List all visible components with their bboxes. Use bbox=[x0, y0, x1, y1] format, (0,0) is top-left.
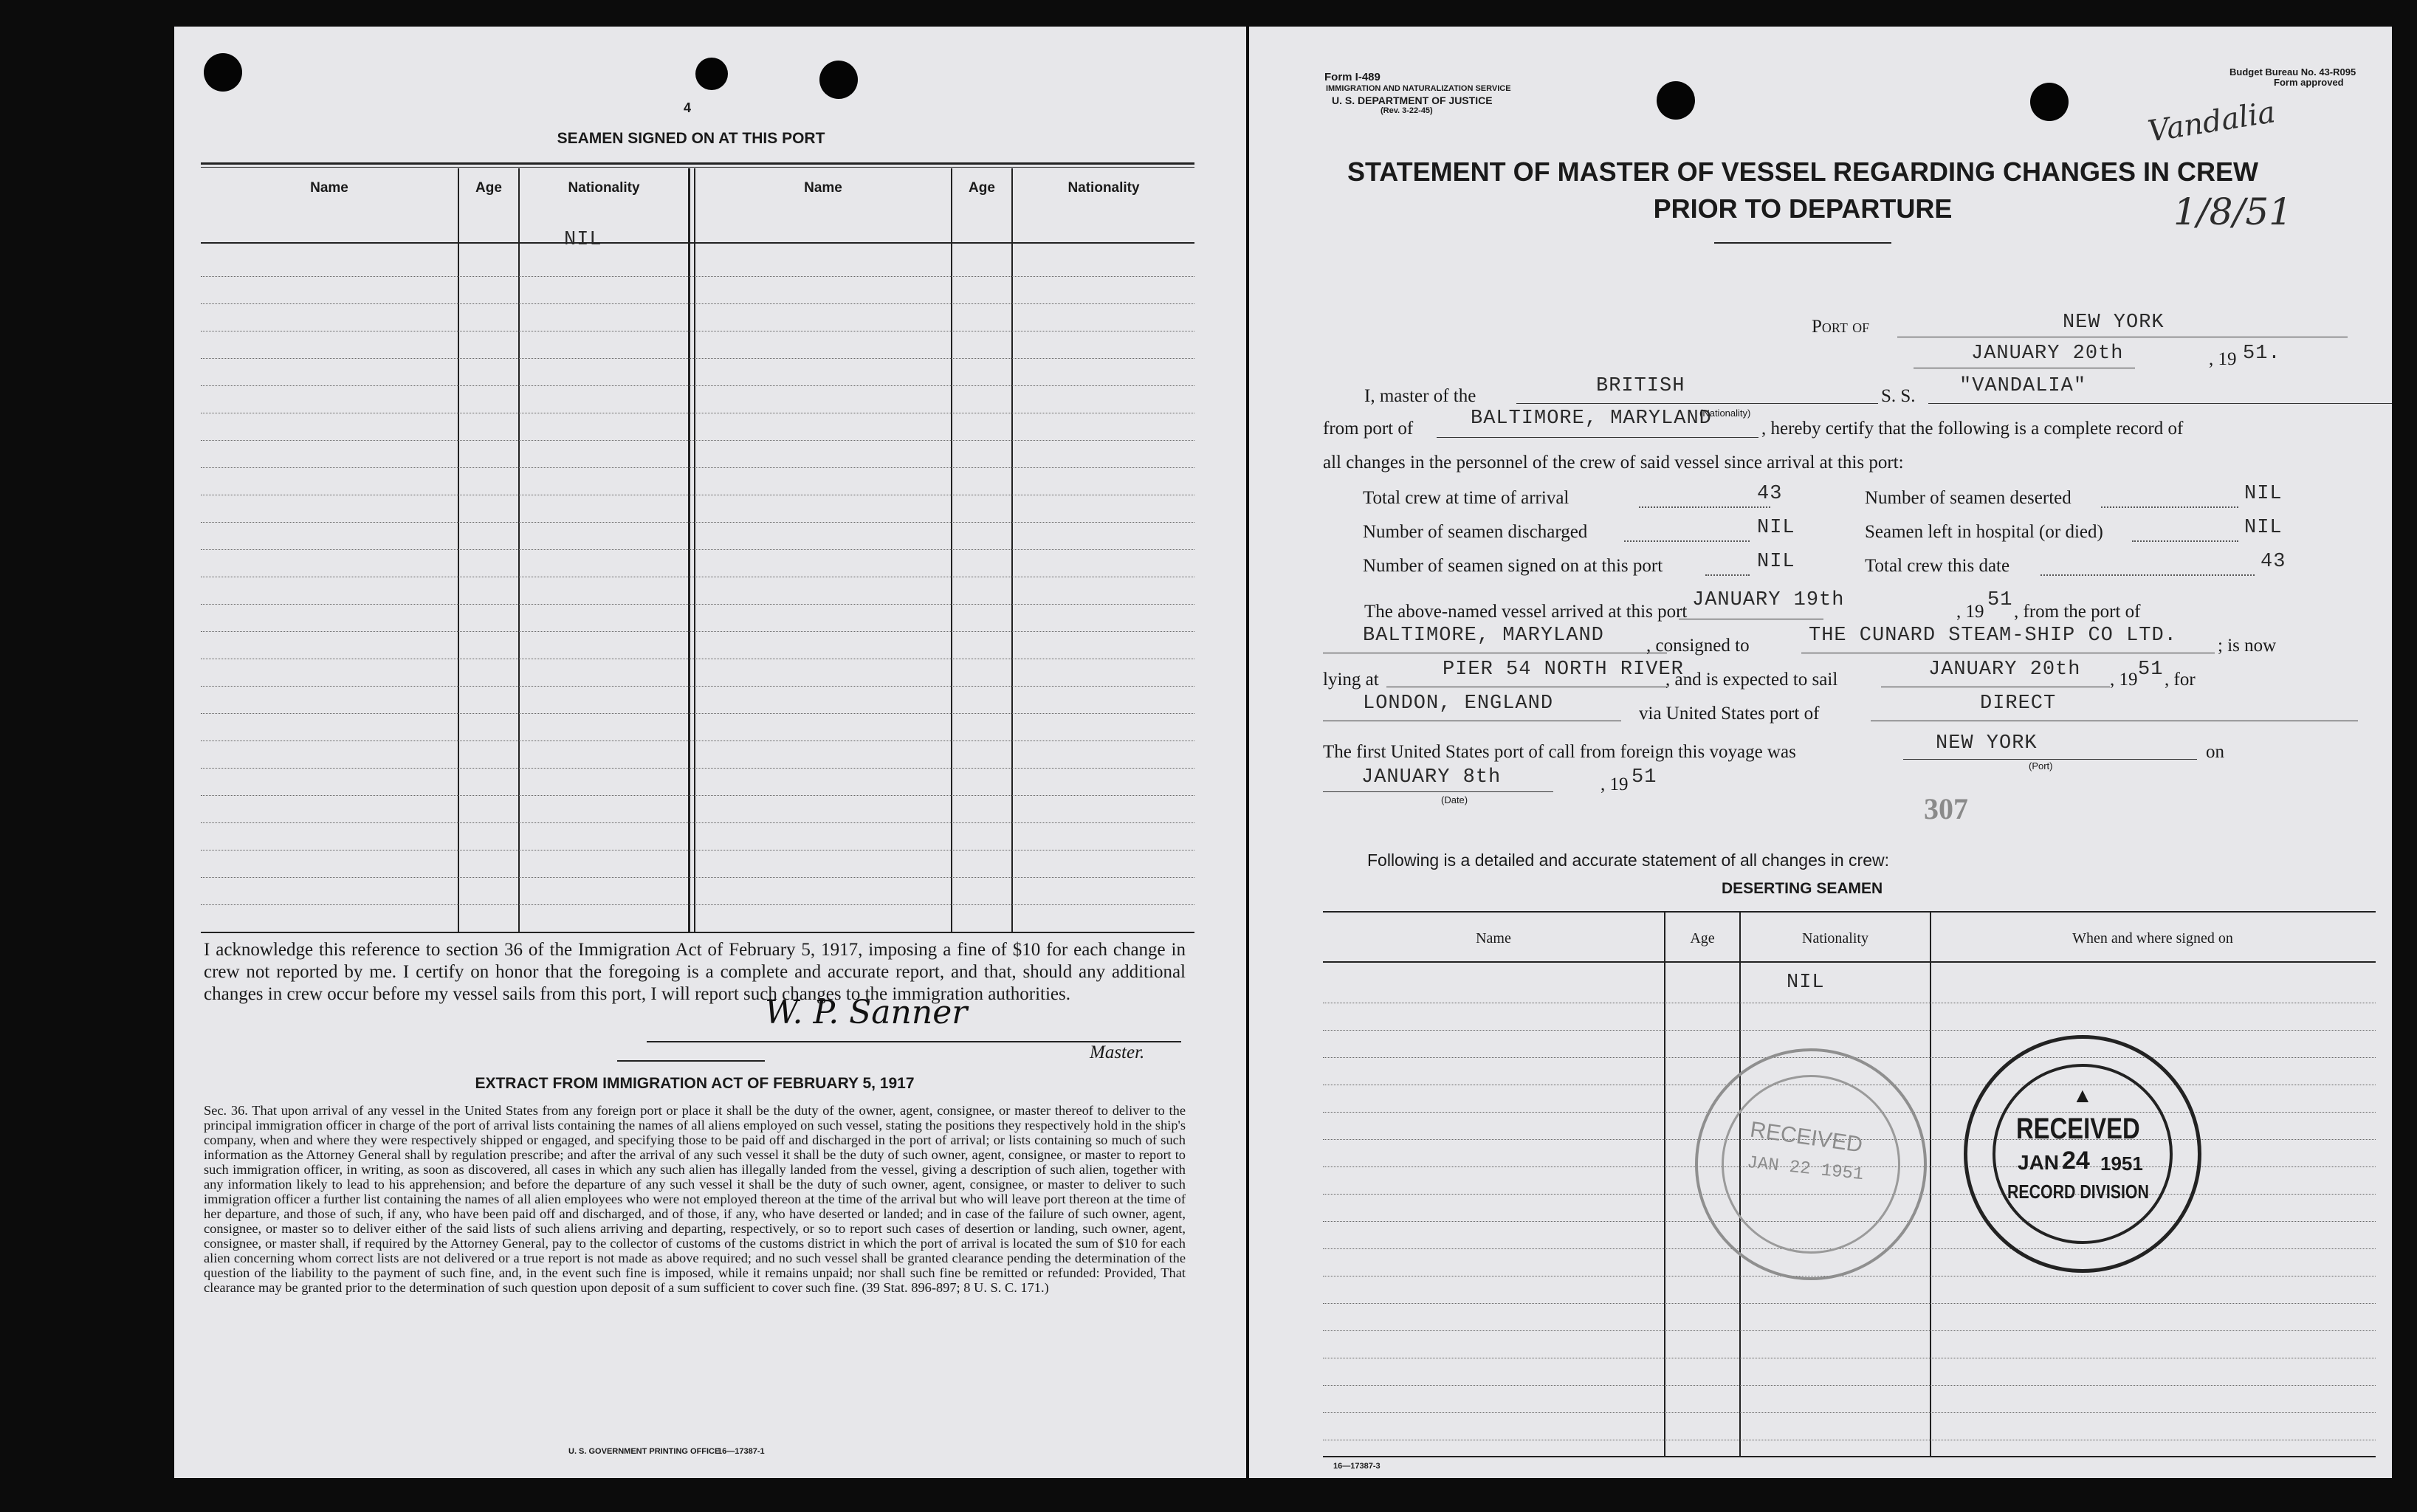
sail-date: JANUARY 20th bbox=[1928, 659, 2081, 681]
table-row bbox=[201, 768, 1194, 769]
deserting-title: DESERTING SEAMEN bbox=[1722, 880, 1883, 897]
master-label: Master. bbox=[1090, 1042, 1145, 1062]
port-of-value: NEW YORK bbox=[2063, 312, 2165, 334]
first-port-value: NEW YORK bbox=[1936, 732, 2038, 755]
for-label: , for bbox=[2165, 670, 2196, 690]
table-row bbox=[201, 631, 1194, 632]
table-row bbox=[1323, 1330, 2376, 1331]
signed-on-value: NIL bbox=[1757, 551, 1795, 573]
first-port-label: The first United States port of call from foreign this voyage was bbox=[1323, 742, 1796, 762]
column-header-name: Name bbox=[1476, 930, 1511, 946]
hospital-label: Seamen left in hospital (or died) bbox=[1865, 522, 2103, 542]
printing-office: U. S. GOVERNMENT PRINTING OFFICE bbox=[568, 1447, 721, 1456]
sail-year-prefix: , 19 bbox=[2110, 670, 2138, 690]
punch-hole bbox=[819, 61, 858, 99]
form-title: STATEMENT OF MASTER OF VESSEL REGARDING CHANGES IN CREW bbox=[1347, 157, 2259, 187]
table-entry-nil: NIL bbox=[564, 229, 602, 251]
form-code: 16—17387-3 bbox=[1333, 1462, 1381, 1471]
consignee: THE CUNARD STEAM-SHIP CO LTD. bbox=[1809, 625, 2177, 647]
column-header-nationality: Nationality bbox=[1802, 930, 1868, 946]
from-port-value: BALTIMORE, MARYLAND bbox=[1471, 408, 1712, 430]
vessel-name: "VANDALIA" bbox=[1959, 375, 2087, 397]
arrived-date: JANUARY 19th bbox=[1692, 589, 1845, 611]
table-row bbox=[1323, 1030, 2376, 1031]
stamp-received-text: RECEIVED bbox=[2016, 1113, 2140, 1145]
first-port-year-prefix: , 19 bbox=[1601, 774, 1629, 794]
table-row bbox=[1323, 1303, 2376, 1304]
received-stamp bbox=[1964, 1035, 2201, 1273]
total-crew-date-label: Total crew this date bbox=[1865, 556, 2010, 576]
column-header-name: Name bbox=[804, 180, 842, 196]
arrived-year-prefix: , 19 bbox=[1956, 602, 1984, 622]
sail-year: 51 bbox=[2138, 659, 2164, 681]
deserted-value: NIL bbox=[2244, 483, 2283, 505]
table-row bbox=[201, 795, 1194, 796]
form-agency: IMMIGRATION AND NATURALIZATION SERVICE bbox=[1326, 84, 1511, 93]
form-revision: (Rev. 3-22-45) bbox=[1381, 106, 1433, 115]
table-row bbox=[201, 467, 1194, 468]
ss-label: S. S. bbox=[1881, 386, 1916, 406]
column-header-signed-on: When and where signed on bbox=[2072, 930, 2233, 946]
from-port-label: from port of bbox=[1323, 419, 1414, 439]
arrived-label: The above-named vessel arrived at this port bbox=[1364, 602, 1688, 622]
discharged-label: Number of seamen discharged bbox=[1363, 522, 1588, 542]
from-the-port-label: , from the port of bbox=[2014, 602, 2141, 622]
total-crew-arrival-label: Total crew at time of arrival bbox=[1363, 488, 1569, 508]
table-row bbox=[201, 522, 1194, 523]
table-row bbox=[201, 713, 1194, 714]
table-row bbox=[1323, 1385, 2376, 1386]
discharged-value: NIL bbox=[1757, 517, 1795, 539]
is-now-label: ; is now bbox=[2218, 636, 2277, 656]
certify-text-2: all changes in the personnel of the crew of said vessel since arrival at this port: bbox=[1323, 453, 1904, 472]
column-header-age: Age bbox=[475, 180, 502, 196]
table-row bbox=[201, 549, 1194, 550]
handwritten-vessel: Vandalia bbox=[2145, 95, 2278, 149]
date-day: JANUARY 20th bbox=[1971, 343, 2124, 365]
stamp-number: 307 bbox=[1924, 792, 1968, 825]
following-text: Following is a detailed and accurate statement of all changes in crew: bbox=[1367, 850, 1890, 870]
handwritten-date: 1/8/51 bbox=[2173, 190, 2292, 233]
table-row bbox=[201, 822, 1194, 823]
deserted-label: Number of seamen deserted bbox=[1865, 488, 2072, 508]
lying-at-value: PIER 54 NORTH RIVER bbox=[1443, 659, 1684, 681]
port-of-label: Port of bbox=[1812, 317, 1870, 337]
extract-title: EXTRACT FROM IMMIGRATION ACT OF FEBRUARY 5, 1917 bbox=[475, 1075, 915, 1092]
acknowledgment-text: I acknowledge this reference to section 36 of the Immigration Act of February 5, 1917, imposing a fine of $10 for each change in crew not reported by me. I certify on honor that the foregoing is a complete and accurate report, and that, should any additional changes in crew occur before my vessel sails from this port, I will report such changes to the immigration authorities. bbox=[204, 940, 1186, 1004]
table-row bbox=[201, 276, 1194, 277]
first-port-year: 51 bbox=[1632, 766, 1657, 788]
column-header-nationality: Nationality bbox=[568, 180, 640, 196]
hospital-value: NIL bbox=[2244, 517, 2283, 539]
form-number: Form I-489 bbox=[1324, 71, 1381, 83]
punch-hole bbox=[1657, 81, 1695, 120]
form-approved: Form approved bbox=[2274, 77, 2344, 88]
form-department: U. S. DEPARTMENT OF JUSTICE bbox=[1332, 94, 1493, 106]
stamp-date-month: JAN bbox=[2018, 1151, 2060, 1174]
table-row bbox=[201, 686, 1194, 687]
form-subtitle: PRIOR TO DEPARTURE bbox=[1653, 193, 1953, 224]
via-port: DIRECT bbox=[1980, 693, 2057, 715]
stamp-arrow: ▲ bbox=[2072, 1085, 2093, 1107]
date-year-prefix: , 19 bbox=[2209, 349, 2237, 369]
page-number: 4 bbox=[684, 100, 692, 115]
received-stamp bbox=[1695, 1048, 1927, 1280]
total-crew-arrival-value: 43 bbox=[1757, 483, 1783, 505]
budget-bureau: Budget Bureau No. 43-R095 bbox=[2229, 66, 2356, 78]
column-header-age: Age bbox=[969, 180, 995, 196]
consigned-label: , consigned to bbox=[1646, 636, 1750, 656]
destination: LONDON, ENGLAND bbox=[1363, 693, 1554, 715]
date-year: 51. bbox=[2243, 343, 2281, 365]
column-header-nationality: Nationality bbox=[1067, 180, 1140, 196]
stamp-date-day: 24 bbox=[2062, 1147, 2090, 1175]
punch-hole bbox=[2030, 83, 2069, 121]
table-row bbox=[201, 877, 1194, 878]
port-caption: (Port) bbox=[2029, 760, 2053, 772]
table-row bbox=[201, 358, 1194, 359]
table-row bbox=[1323, 1412, 2376, 1413]
master-signature: W. P. Sanner bbox=[765, 994, 968, 1031]
arrived-from: BALTIMORE, MARYLAND bbox=[1363, 625, 1604, 647]
left-page bbox=[174, 27, 1246, 1478]
table-row bbox=[201, 904, 1194, 905]
column-header-name: Name bbox=[310, 180, 348, 196]
signed-on-label: Number of seamen signed on at this port bbox=[1363, 556, 1663, 576]
stamp-date-year: 1951 bbox=[2100, 1152, 2143, 1175]
punch-hole bbox=[695, 58, 728, 90]
date-caption: (Date) bbox=[1441, 794, 1468, 805]
form-code: 16—17387-1 bbox=[718, 1447, 765, 1456]
stamp-received-text: RECEIVED bbox=[1748, 1117, 1864, 1158]
right-page bbox=[1249, 27, 2392, 1478]
punch-hole bbox=[204, 53, 242, 92]
table-entry-nil: NIL bbox=[1787, 972, 1825, 994]
master-of-label: I, master of the bbox=[1364, 386, 1476, 406]
lying-at-label: lying at bbox=[1323, 670, 1379, 690]
table-row bbox=[201, 740, 1194, 741]
arrived-year: 51 bbox=[1987, 589, 2013, 611]
nationality-caption: (Nationality) bbox=[1699, 408, 1751, 419]
nationality-value: BRITISH bbox=[1596, 375, 1685, 397]
table-title: SEAMEN SIGNED ON AT THIS PORT bbox=[557, 130, 825, 147]
stamp-division: RECORD DIVISION bbox=[2007, 1181, 2149, 1203]
on-label: on bbox=[2206, 742, 2224, 762]
expected-label: , and is expected to sail bbox=[1665, 670, 1838, 690]
table-row bbox=[201, 385, 1194, 386]
table-row bbox=[201, 604, 1194, 605]
stamp-date: JAN 22 1951 bbox=[1746, 1152, 1865, 1186]
extract-text: Sec. 36. That upon arrival of any vessel in the United States from any foreign port or place it shall be the duty of the owner, agent, consignee, or master thereof to deliver to the principal immigration officer in charge of the port of arrival lists containing the names of all aliens employed on such vessel, stating the positions they respectively hold in the ship's company, when and where they were respectively shipped or engaged, and specifying those to be paid off and discharged in the port of arrival; or lists containing so much of such information as the Attorney General shall by regulation prescribe; and after the arrival of any such vessel it shall be the duty of such owner, agent, consignee, or master to report to such immigration officer, in writing, as soon as discovered, all cases in which any such alien has illegally landed from the vessel, giving a description of such alien, together with any information likely to lead to his apprehension; and before the departure of any such vessel it shall be the duty of such owner, agent, consignee, or master to deliver to such immigration officer a further list containing the names of all alien employees who were not employed thereon at the time of the arrival but who will leave port thereon at the time of her departure, and those of such, if any, who have been paid off and discharged, and of those, if any, who have deserted or landed; and in case of the failure of such owner, agent, consignee, or master so to deliver either of the said lists of such aliens arriving and departing, respectively, or so to report such cases of desertion or landing, such owner, agent, consignee, or master shall, if required by the Attorney General, pay to the collector of customs of the customs district in which the port of arrival is located the sum of $10 for each alien concerning whom correct lists are not delivered or a true report is not made as above required; and no such vessel shall be granted clearance pending the determination of the question of the liability to the payment of such fine, and, in the event such fine is imposed, while it remains unpaid; nor shall such fine be remitted or refunded: Provided, That clearance may be granted prior to the determination of such question upon deposit of a sum sufficient to cover such fine. (39 Stat. 896-897; 8 U. S. C. 171.) bbox=[204, 1103, 1186, 1295]
total-crew-date-value: 43 bbox=[2260, 551, 2286, 573]
certify-text: , hereby certify that the following is a complete record of bbox=[1761, 419, 2184, 439]
first-port-date: JANUARY 8th bbox=[1361, 766, 1502, 788]
table-row bbox=[201, 303, 1194, 304]
via-label: via United States port of bbox=[1639, 704, 1820, 724]
column-header-age: Age bbox=[1690, 930, 1715, 946]
table-row bbox=[201, 440, 1194, 441]
